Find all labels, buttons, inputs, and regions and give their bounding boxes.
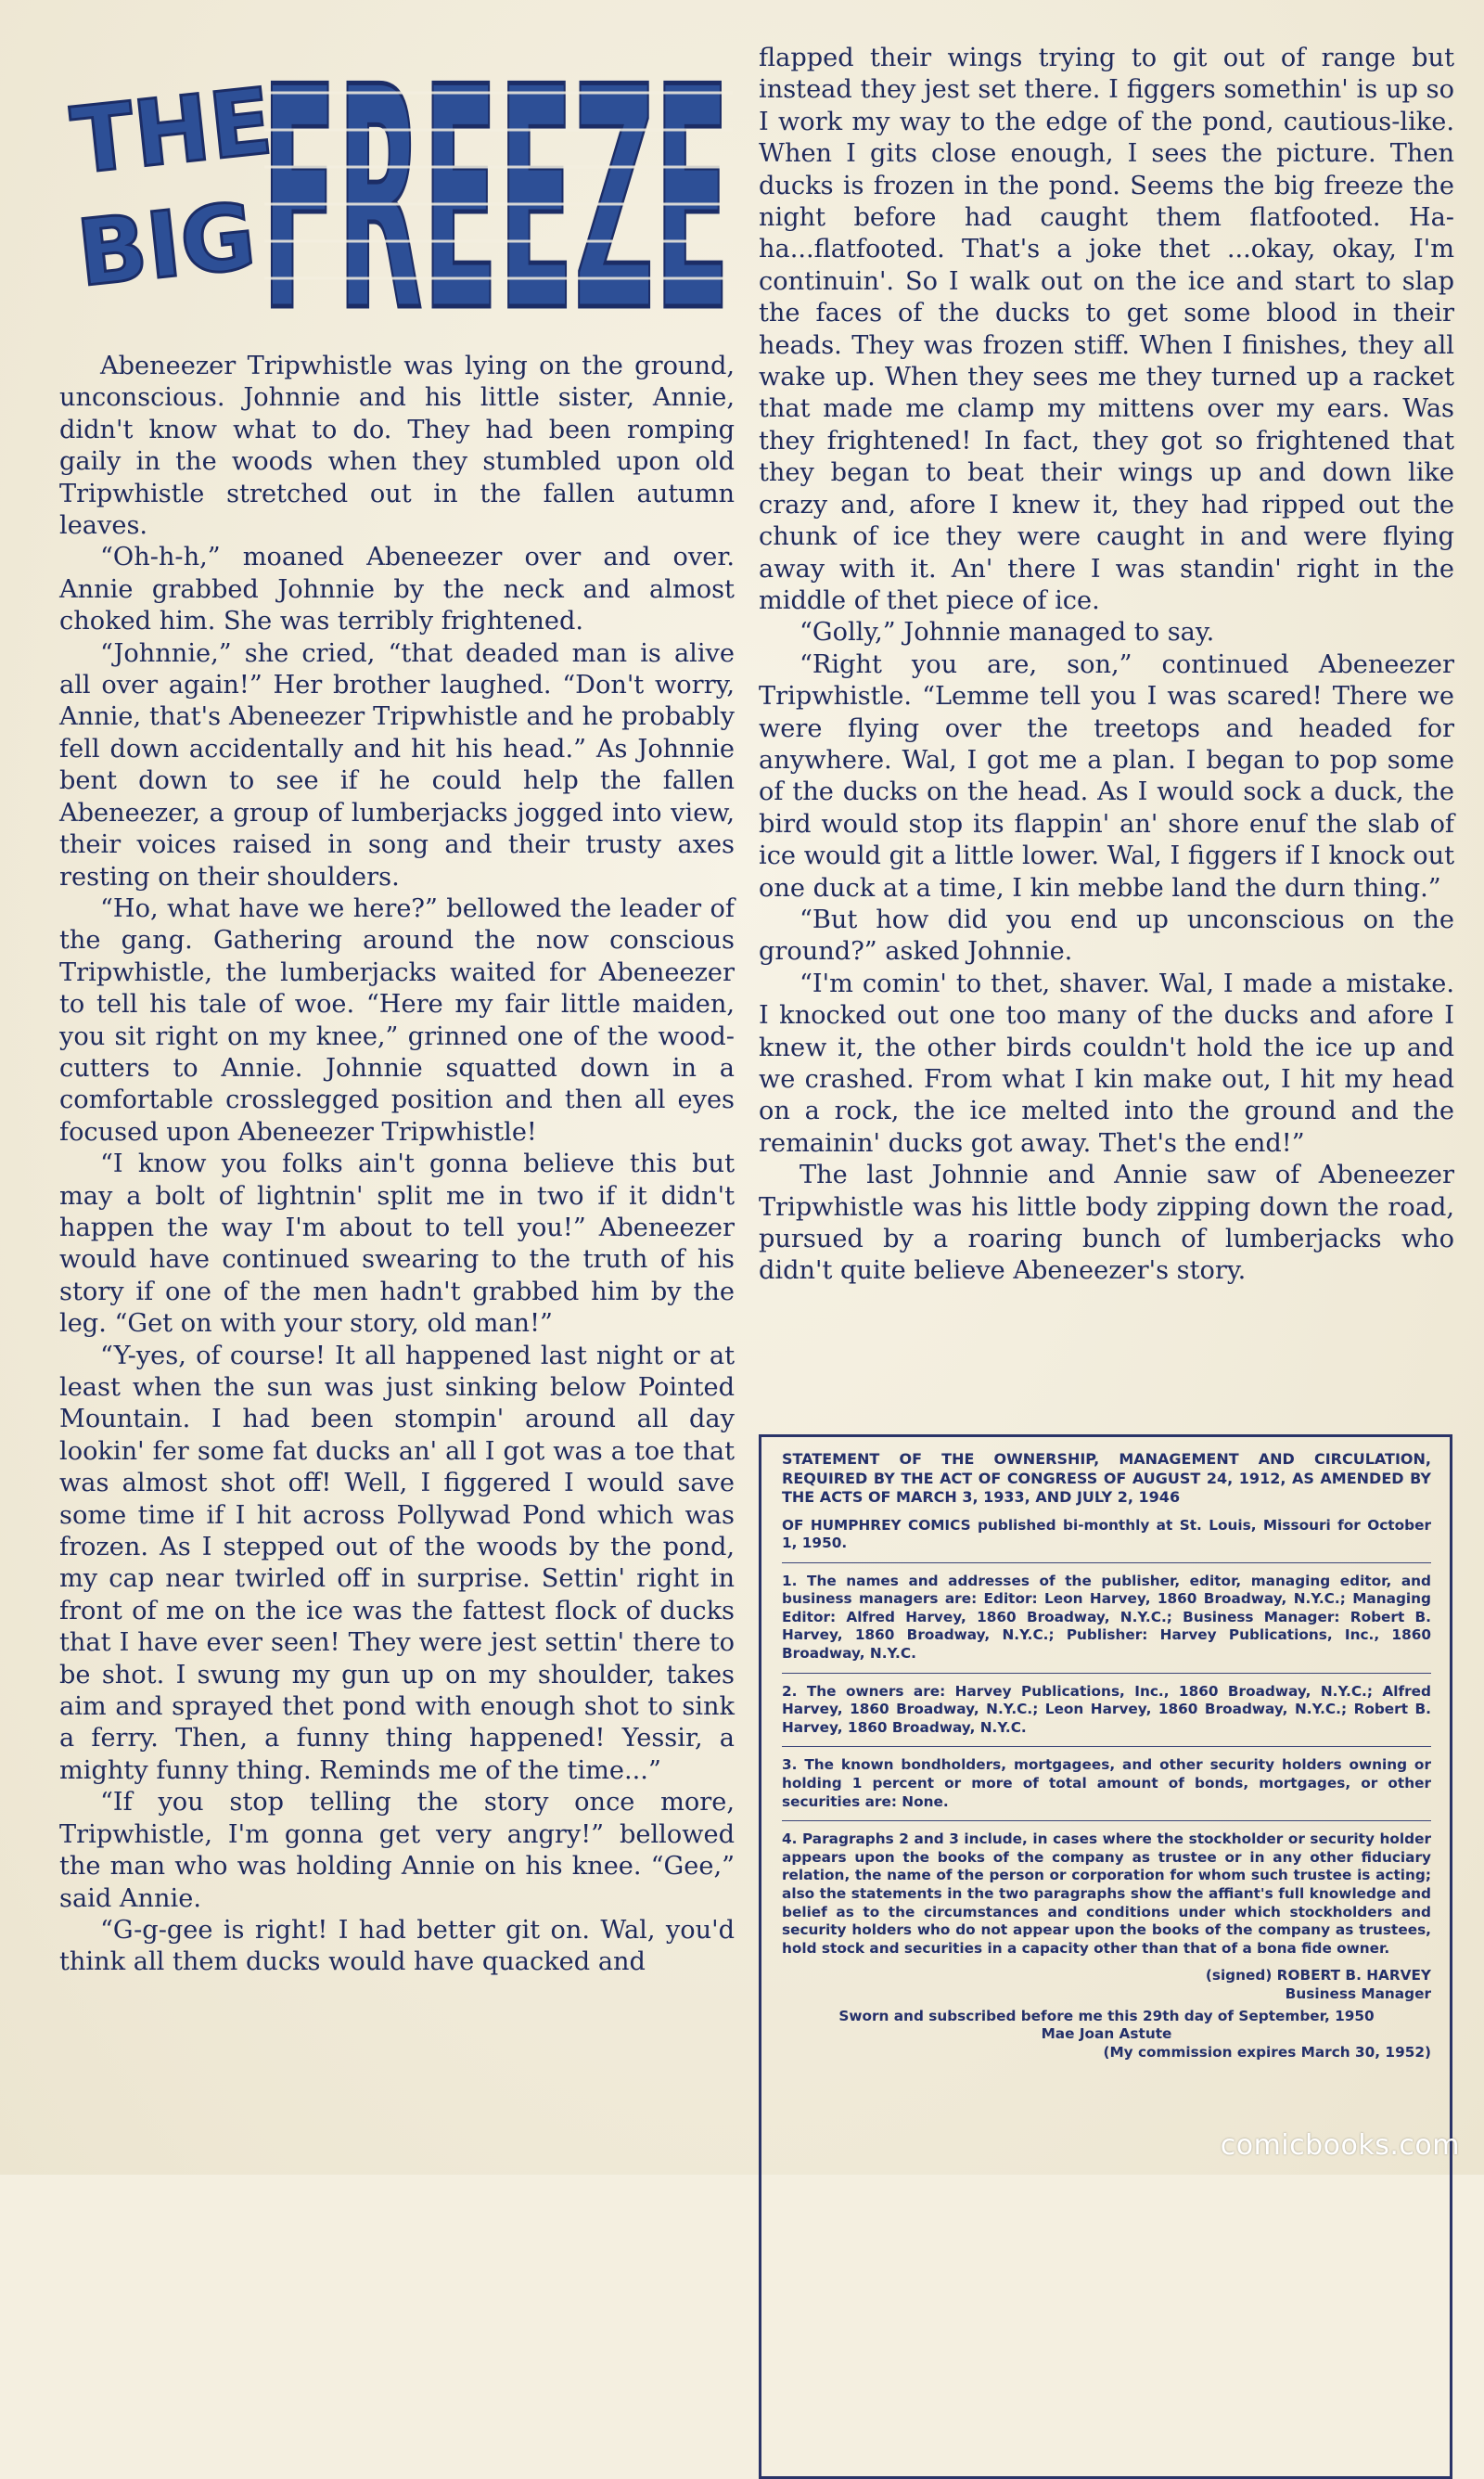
left-column-text [59, 351, 735, 1979]
paragraph: “Right you are, son,” continued Abeneezer Tripwhistle. “Lemme tell you I was scared! There we were flying over the treetops and headed for anywhere. Wal, I got me a plan. I began to pop some of the ducks on the head. As I would sock a duck, the bird would stop its flappin' an' shore enuf the slab of ice would git a little lower. Wal, I figgers if I knock out one duck at a time, I kin mebbe land the durn thing.” [759, 649, 1454, 903]
paragraph: “I'm comin' to thet, shaver. Wal, I made a mistake. I knocked out one too many of the ducks and afore I knew it, the other birds couldn't hold the ice up and we crashed. From what I kin make out, I hit my head on a rock, the ice melted into the ground and the remainin' ducks got away. Thet's the end!” [759, 969, 1454, 1158]
statement-item-3: 3. The known bondholders, mortgagees, and other security holders owning or holding 1 percent or more of total amount of bonds, mortgages, or other securities are: None. [782, 1756, 1431, 1810]
paragraph: “Johnnie,” she cried, “that deaded man is alive all over again!” Her brother laughed. “Don't worry, Annie, that's Abeneezer Tripwhistle and he probably fell down accidentally and hit his head.” As Johnnie bent down to see if he could help the fallen Abeneezer, a group of lumberjacks jogged into view, their voices raised in song and their trusty axes resting on their shoulders. [59, 638, 735, 892]
signer-title: Business Manager [1285, 1984, 1431, 2002]
story-title [56, 37, 742, 343]
right-column-text [759, 43, 1454, 1288]
statement-item-1: 1. The names and addresses of the publisher, editor, managing editor, and business managers are: Editor: Leon Harvey, 1860 Broadway, N.Y.C.; Managing Editor: Alfred Harvey, 1860 Broadway, N.Y.C.; Business Manager: Robert B. Harvey, 1860 Broadway, N.Y.C.; Publisher: Harvey Publications, Inc., 1860 Broadway, N.Y.C. [782, 1572, 1431, 1663]
notary-name: Mae Joan Astute [1041, 2025, 1172, 2043]
watermark: comicbooks.com [1220, 2129, 1460, 2162]
paragraph: “Y-yes, of course! It all happened last night or at least when the sun was just sinking below Pointed Mountain. I had been stompin' around all day lookin' fer some fat ducks an' all I got was a toe that was almost shot off! Well, I figgered I would save some time if I hit across Pollywad Pond which was frozen. As I stepped out of the woods by the pond, my cap near twirled off in surprise. Settin' right in front of me on the ice was the fattest flock of ducks that I have ever seen! They were jest settin' there to be shot. I swung my gun up on my shoulder, takes aim and sprayed thet pond with enough shot to sink a ferry. Then, a funny thing happened! Yessir, a mighty funny thing. Reminds me of the time...” [59, 1341, 735, 1785]
divider [782, 1746, 1431, 1747]
title-line-2: BIG [72, 184, 261, 308]
divider [782, 1562, 1431, 1563]
paragraph: “I know you folks ain't gonna believe this but may a bolt of lightnin' split me in two if it didn't happen the way I'm about to tell you!” Abeneezer would have continued swearing to the truth of his story if one of the men hadn't grabbed him by the leg. “Get on with your story, old man!” [59, 1150, 735, 1339]
paragraph: “But how did you end up unconscious on the ground?” asked Johnnie. [759, 905, 1454, 967]
paragraph: “If you stop telling the story once more, Tripwhistle, I'm gonna get very angry!” bellowed the man who was holding Annie on his knee. “Gee,” said Annie. [59, 1788, 735, 1913]
statement-header: STATEMENT OF THE OWNERSHIP, MANAGEMENT AND CIRCULATION, REQUIRED BY THE ACT OF CONGRESS OF AUGUST 24, 1912, AS AMENDED BY THE ACTS OF MARCH 3, 1933, AND JULY 2, 1946 [782, 1450, 1431, 1506]
paragraph: The last Johnnie and Annie saw of Abeneezer Tripwhistle was his little body zipping down the road, pursued by a roaring bunch of lumberjacks who didn't quite believe Abeneezer's story. [759, 1161, 1454, 1286]
statement-item-2: 2. The owners are: Harvey Publications, Inc., 1860 Broadway, N.Y.C.; Alfred Harvey, 1860 Broadway, N.Y.C.; Leon Harvey, 1860 Broadway, N.Y.C.; Robert B. Harvey, 1860 Broadway, N.Y.C. [782, 1682, 1431, 1736]
title-lettering [56, 37, 742, 343]
statement-item-4: 4. Paragraphs 2 and 3 include, in cases where the stockholder or security holder appears upon the books of the company as trustee or in any other fiduciary relation, the name of the person or corporation for whom such trustee is acting; also the statements in the two paragraphs show the affiant's full knowledge and belief as to the circumstances and conditions under which stockholders and security holders who do not appear upon the books of the company as trustees, hold stock and securities in a capacity other than that of a bona fide owner. [782, 1830, 1431, 1957]
paragraph: Abeneezer Tripwhistle was lying on the ground, unconscious. Johnnie and his little sister, Annie, didn't know what to do. They had been romping gaily in the woods when they stumbled upon old Tripwhistle stretched out in the fallen autumn leaves. [59, 352, 735, 541]
signature-line: (signed) ROBERT B. HARVEY [1205, 1967, 1431, 1984]
paragraph: “Golly,” Johnnie managed to say. [800, 618, 1215, 648]
statement-intro: OF HUMPHREY COMICS published bi-monthly at St. Louis, Missouri for October 1, 1950. [782, 1516, 1431, 1552]
paragraph: “Oh-h-h,” moaned Abeneezer over and over. Annie grabbed Johnnie by the neck and almost choked him. She was terribly frightened. [59, 543, 735, 636]
title-main-word: FREEZE [262, 37, 730, 343]
paragraph: flapped their wings trying to git out of range but instead they jest set there. I figgers somethin' is up so I work my way to the edge of the pond, cautious-like. When I gits close enough, I sees the picture. Then ducks is frozen in the pond. Seems the big freeze the night before had caught them flatfooted. Ha-ha...flatfooted. That's a joke thet ...okay, okay, I'm continuin'. So I walk out on the ice and start to slap the faces of the ducks to get some blood in their heads. They was frozen stiff. When I finishes, they all wake up. When they sees me they turned up a racket that made me clamp my mittens over my ears. Was they frightened! In fact, they got so frightened that they began to beat their wings up and down like crazy and, afore I knew it, they had ripped out the chunk of ice they were caught in and were flying away with it. An' there I was standin' right in the middle of thet piece of ice. [759, 44, 1454, 615]
title-line-1: THE [67, 69, 277, 196]
sworn-line: Sworn and subscribed before me this 29th day of September, 1950 [838, 2007, 1375, 2024]
divider [782, 1820, 1431, 1821]
paragraph: “G-g-gee is right! I had better git on. Wal, you'd think all them ducks would have quacked and [59, 1915, 735, 1977]
commission-expiry: (My commission expires March 30, 1952) [1103, 2043, 1431, 2061]
ownership-statement-box [759, 1434, 1452, 2479]
paragraph: “Ho, what have we here?” bellowed the leader of the gang. Gathering around the now conscious Tripwhistle, the lumberjacks waited for Abeneezer to tell his tale of woe. “Here my fair little maiden, you sit right on my knee,” grinned one of the wood-cutters to Annie. Johnnie squatted down in a comfortable crosslegged position and then all eyes focused upon Abeneezer Tripwhistle! [59, 893, 735, 1147]
divider [782, 1673, 1431, 1674]
